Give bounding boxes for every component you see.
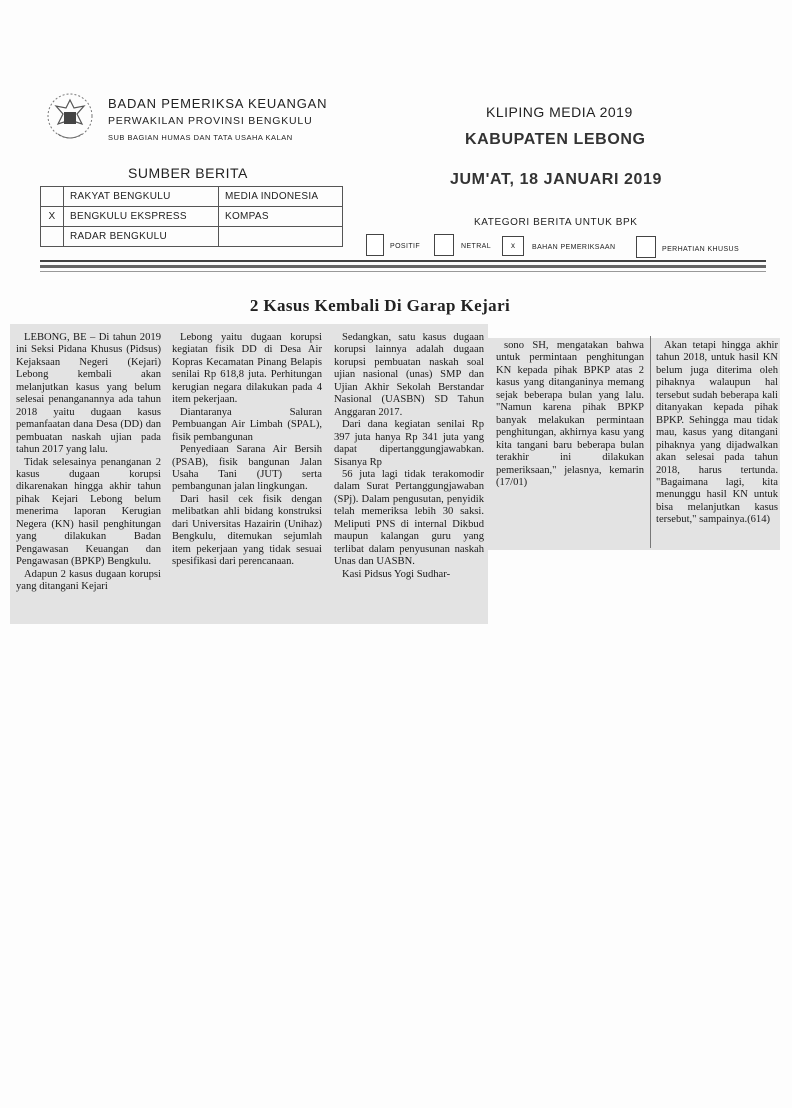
source-name: KOMPAS [219, 207, 343, 227]
bpk-garuda-logo-icon [44, 90, 96, 148]
article-paragraph: Sedangkan, satu kasus dugaan korupsi lainnya adalah dugaan korupsi pembuatan naskah soal ujian nasional (unas) SMP dan Ujian Akhir Sekolah Berstandar Nasional (UASBN) SD Tahun Anggaran 2017. [334, 332, 484, 418]
article-column-5 [656, 340, 778, 527]
kabupaten-title: KABUPATEN LEBONG [465, 131, 646, 148]
publication-date: JUM'AT, 18 JANUARI 2019 [450, 171, 663, 188]
source-row [41, 187, 343, 207]
source-name [219, 227, 343, 247]
article-paragraph: Dari dana kegiatan senilai Rp 397 juta hanya Rp 341 juta yang dapat dipertanggungjawabkan. Sisanya Rp [334, 419, 484, 468]
article-paragraph: Kasi Pidsus Yogi Sudhar- [342, 568, 451, 580]
article-column-3 [334, 332, 484, 581]
org-name: BADAN PEMERIKSA KEUANGAN [108, 96, 328, 111]
perhatian-khusus-checkbox [636, 236, 656, 258]
source-name: RAKYAT BENGKULU [64, 187, 219, 207]
article-paragraph: Penyediaan Sarana Air Bersih (PSAB), fisik bangunan Jalan Usaha Tani (JUT) serta pembangunan jalan lingkungan. [172, 444, 322, 493]
article-paragraph: Lebong yaitu dugaan korupsi kegiatan fisik DD di Desa Air Kopras Kecamatan Pinang Belapis senilai Rp 618,8 juta. Perhitungan kerugian negara dilakukan pada 4 item pekerjaan. [172, 332, 322, 406]
source-mark: X [41, 207, 64, 227]
article-column-4 [496, 340, 644, 489]
article-column-1 [16, 332, 161, 594]
article-paragraph: Akan tetapi hingga akhir tahun 2018, untuk hasil KN belum juga diterima oleh pihaknya walaupun hal tersebut sudah beberapa kali ditanyakan kepada pihak BPKP. Sehingga mau tidak mau, kasus yang ditangani pihaknya yang dijadwalkan akan selesai pada tahun 2018, harus tertunda. "Bagaimana lagi, kita menunggu hasil KN untuk bisa melanjutkan kasus tersebut," sampainya.(614) [656, 340, 778, 526]
bahan-pemeriksaan-checkbox: x [502, 236, 524, 256]
article-paragraph: Diantaranya Saluran Pembuangan Air Limbah (SPAL), fisik pembangunan [172, 406, 322, 443]
bahan-pemeriksaan-label: BAHAN PEMERIKSAAN [532, 244, 616, 251]
source-row [41, 207, 343, 227]
header-divider [40, 260, 766, 262]
source-table [40, 186, 343, 247]
article-paragraph: Adapun 2 kasus dugaan korupsi yang ditangani Kejari [16, 568, 161, 593]
header-divider [40, 271, 766, 272]
perhatian-khusus-label: PERHATIAN KHUSUS [662, 246, 740, 253]
header-divider [40, 265, 766, 268]
positif-checkbox [366, 234, 384, 256]
source-name: RADAR BENGKULU [64, 227, 219, 247]
source-mark [41, 187, 64, 207]
sumber-title: SUMBER BERITA [128, 165, 248, 181]
article-paragraph: sono SH, mengatakan bahwa untuk permintaan penghitungan KN kepada pihak BPKP atas 2 kasus yang ditanganinya memang sejak beberapa bulan yang lalu. "Namun karena pihak BPKP banyak melakukan permintaan penghitungan, akhirnya kasu yang kita tangani baru beberapa bulan terakhir ini dilakukan pemeriksaan," jelasnya, kemarin (17/01) [496, 340, 644, 488]
source-mark [41, 227, 64, 247]
article-paragraph: 56 juta lagi tidak terakomodir dalam Surat Pertanggungjawaban (SPj). Dalam pengusutan, penyidik telah memeriksa lebih 30 saksi. Meliputi PNS di internal Dikbud maupun kalangan guru yang terlibat dalam penyusunan naskah Unas dan UASBN. [334, 468, 484, 568]
article-paragraph: Tidak selesainya penanganan 2 kasus dugaan korupsi dikarenakan hingga akhir tahun pihak Kejari Lebong belum menerima laporan Kerugian Negera (KN) hasil penghitungan yang dilakukan Badan Pengawasan Keuangan dan Pengawasan (BPKP) Bengkulu. [16, 456, 161, 568]
source-name: BENGKULU EKSPRESS [64, 207, 219, 227]
positif-label: POSITIF [390, 243, 421, 250]
kliping-title: KLIPING MEDIA 2019 [486, 104, 633, 120]
article-paragraph: LEBONG, BE – Di tahun 2019 ini Seksi Pidana Khusus (Pidsus) Kejaksaan Negeri (Kejari) Lebong kembali akan melanjutkan kasus yang belum selesai penanganannya ada tahun 2018 yaitu dugaan kasus pemanfaatan dana Desa (DD) dan pembuatan naskah ujian pada tahun 2017 yang lalu. [16, 332, 161, 456]
column-divider [650, 336, 651, 548]
article-paragraph: Dari hasil cek fisik dengan melibatkan ahli bidang konstruksi dari Universitas Hazairin (Unihaz) Bengkulu, ditemukan sejumlah item pekerjaan yang tidak sesuai spesifikasi dari perencanaan. [172, 493, 322, 568]
article-headline: 2 Kasus Kembali Di Garap Kejari [249, 296, 511, 315]
netral-checkbox [434, 234, 454, 256]
source-name: MEDIA INDONESIA [219, 187, 343, 207]
kategori-title: KATEGORI BERITA UNTUK BPK [474, 217, 638, 228]
org-subdivision: SUB BAGIAN HUMAS DAN TATA USAHA KALAN [108, 133, 293, 142]
article-column-2 [172, 332, 322, 569]
netral-label: NETRAL [461, 243, 492, 250]
org-region: PERWAKILAN PROVINSI BENGKULU [108, 115, 313, 127]
source-row [41, 227, 343, 247]
